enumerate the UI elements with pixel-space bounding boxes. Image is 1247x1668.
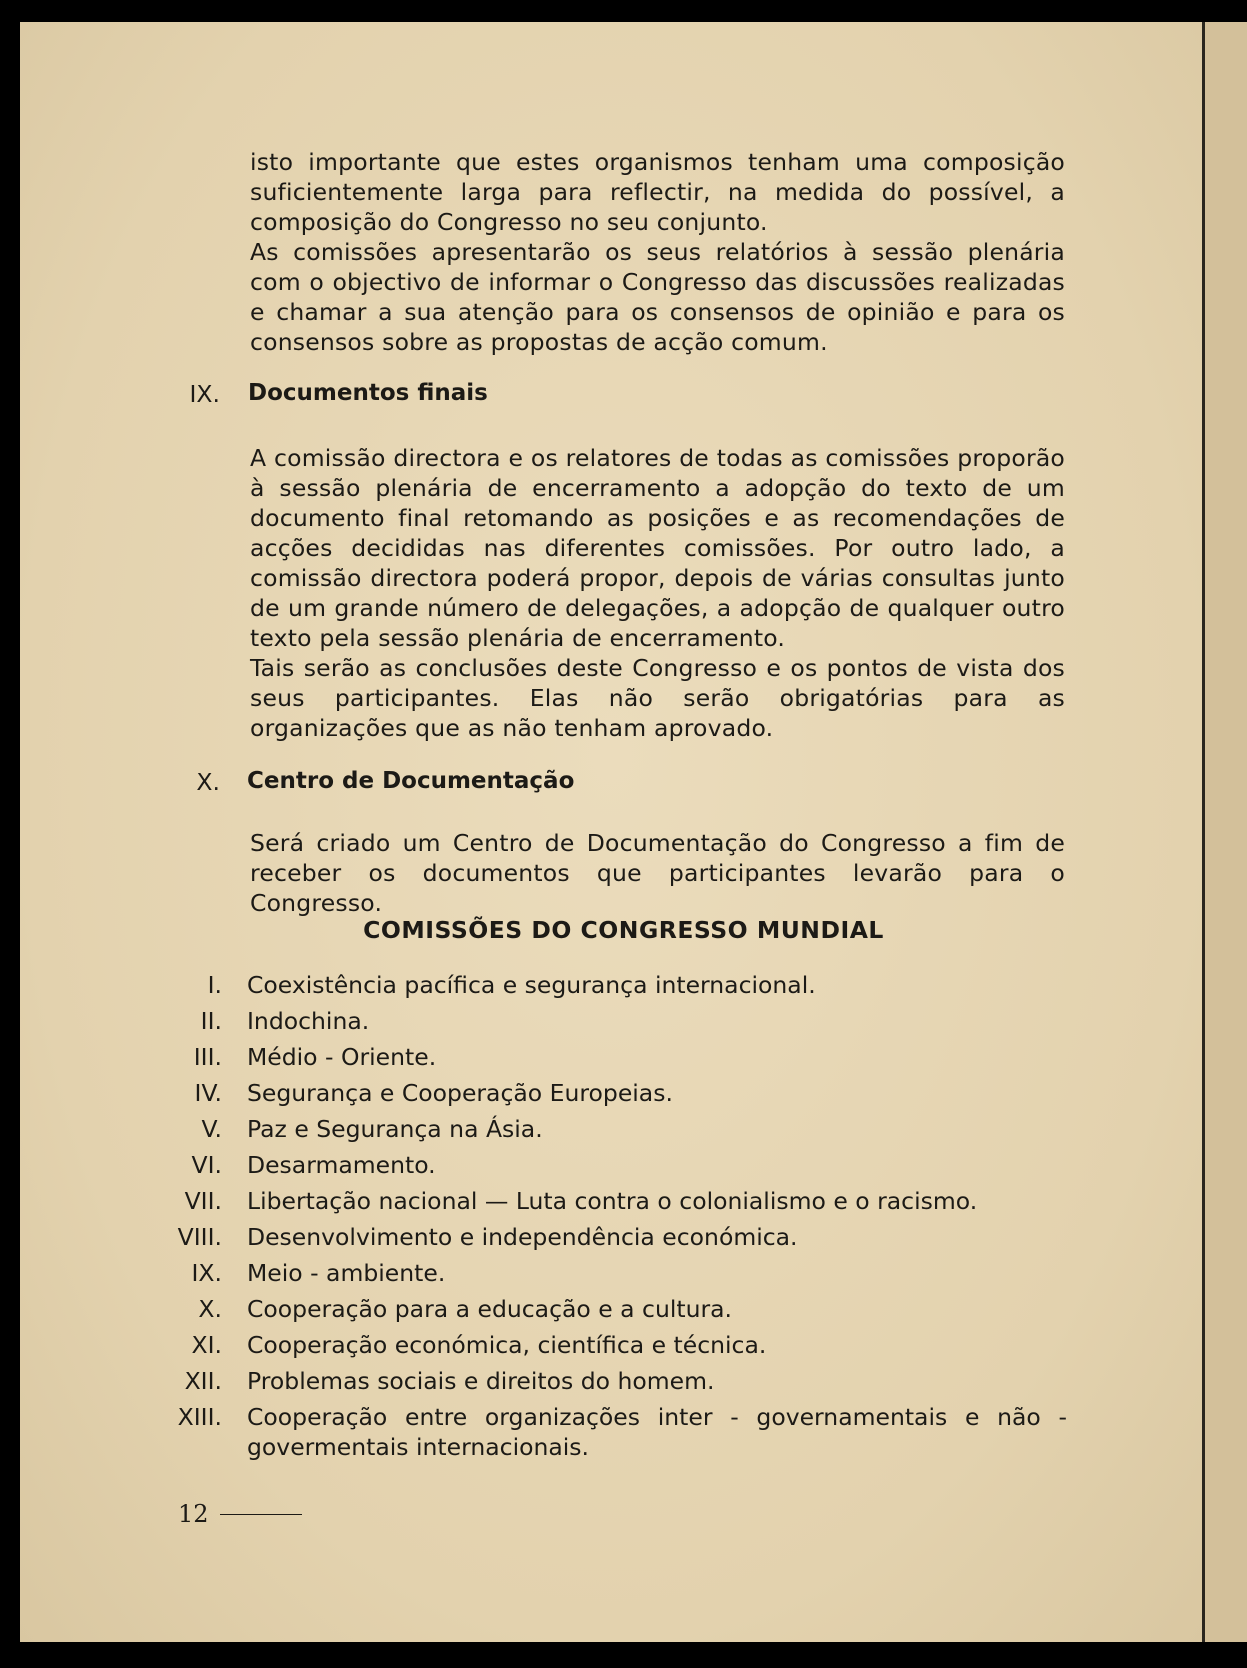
list-item — [160, 1150, 1070, 1186]
list-text: Meio - ambiente. — [247, 1259, 446, 1287]
section-ix-title: Documentos finais — [248, 380, 488, 406]
list-text: Paz e Segurança na Ásia. — [247, 1115, 543, 1143]
list-numeral: XIII. — [177, 1403, 222, 1431]
intro-paragraph-1: isto importante que estes organismos tenham uma composição suficientemente larga para reflectir, na medida do possível, a composição do Congresso no seu conjunto. — [250, 148, 1065, 236]
list-item — [160, 1258, 1070, 1294]
list-text: Desarmamento. — [247, 1151, 436, 1179]
list-numeral: V. — [201, 1115, 222, 1143]
list-item — [160, 1366, 1070, 1402]
list-text: Problemas sociais e direitos do homem. — [247, 1367, 715, 1395]
list-text: Cooperação entre organizações inter - governamentais e não - govermentais internacionais. — [247, 1403, 1067, 1461]
list-item — [160, 1222, 1070, 1258]
list-numeral: VII. — [184, 1187, 222, 1215]
list-numeral: I. — [207, 971, 222, 999]
next-page-edge — [1202, 22, 1247, 1642]
list-text: Cooperação para a educação e a cultura. — [247, 1295, 733, 1323]
section-ix-numeral: IX. — [189, 380, 220, 408]
list-item — [160, 1042, 1070, 1078]
section-ix-text — [250, 443, 1065, 743]
intro-paragraph-2: As comissões apresentarão os seus relatórios à sessão plenária com o objectivo de informar o Congresso das discussões realizadas e chamar a sua atenção para os consensos de opinião e para os consensos sobre as propostas de acção comum. — [250, 238, 1065, 356]
list-text: Coexistência pacífica e segurança internacional. — [247, 971, 816, 999]
list-item — [160, 1186, 1070, 1222]
list-item — [160, 1114, 1070, 1150]
list-text: Médio - Oriente. — [247, 1043, 437, 1071]
list-item — [160, 1078, 1070, 1114]
section-ix-paragraph-2: Tais serão as conclusões deste Congresso e os pontos de vista dos seus participantes. Elas não serão obrigatórias para as organizações que as não tenham aprovado. — [250, 654, 1065, 742]
commissions-list — [160, 970, 1070, 1468]
list-item — [160, 1330, 1070, 1366]
list-item — [160, 970, 1070, 1006]
intro-text — [250, 147, 1065, 357]
list-numeral: VIII. — [177, 1223, 222, 1251]
section-x-numeral: X. — [196, 768, 220, 796]
section-x-text — [250, 828, 1065, 918]
list-numeral: IV. — [194, 1079, 222, 1107]
section-ix-paragraph-1: A comissão directora e os relatores de todas as comissões proporão à sessão plenária de encerramento a adopção do texto de um documento final retomando as posições e as recomendações de acções decididas nas diferentes comissões. Por outro lado, a comissão directora poderá propor, depois de várias consultas junto de um grande número de delegações, a adopção de qualquer outro texto pela sessão plenária de encerramento. — [250, 444, 1065, 652]
list-text: Libertação nacional — Luta contra o colonialismo e o racismo. — [247, 1187, 978, 1215]
list-numeral: X. — [198, 1295, 222, 1323]
list-item — [160, 1006, 1070, 1042]
list-numeral: II. — [200, 1007, 222, 1035]
list-numeral: III. — [193, 1043, 222, 1071]
list-text: Segurança e Cooperação Europeias. — [247, 1079, 673, 1107]
section-x-title: Centro de Documentação — [247, 768, 575, 794]
list-numeral: IX. — [191, 1259, 222, 1287]
list-text: Indochina. — [247, 1007, 370, 1035]
list-text: Cooperação económica, científica e técnica. — [247, 1331, 767, 1359]
list-numeral: XII. — [184, 1367, 222, 1395]
list-item — [160, 1294, 1070, 1330]
list-text: Desenvolvimento e independência económica. — [247, 1223, 798, 1251]
section-x-paragraph-1: Será criado um Centro de Documentação do Congresso a fim de receber os documentos que participantes levarão para o Congresso. — [250, 829, 1065, 917]
list-item — [160, 1402, 1070, 1468]
list-numeral: XI. — [191, 1331, 222, 1359]
list-numeral: VI. — [191, 1151, 222, 1179]
page-number-rule — [220, 1514, 302, 1515]
page-number: 12 — [178, 1500, 209, 1528]
commissions-title: COMISSÕES DO CONGRESSO MUNDIAL — [363, 916, 884, 944]
